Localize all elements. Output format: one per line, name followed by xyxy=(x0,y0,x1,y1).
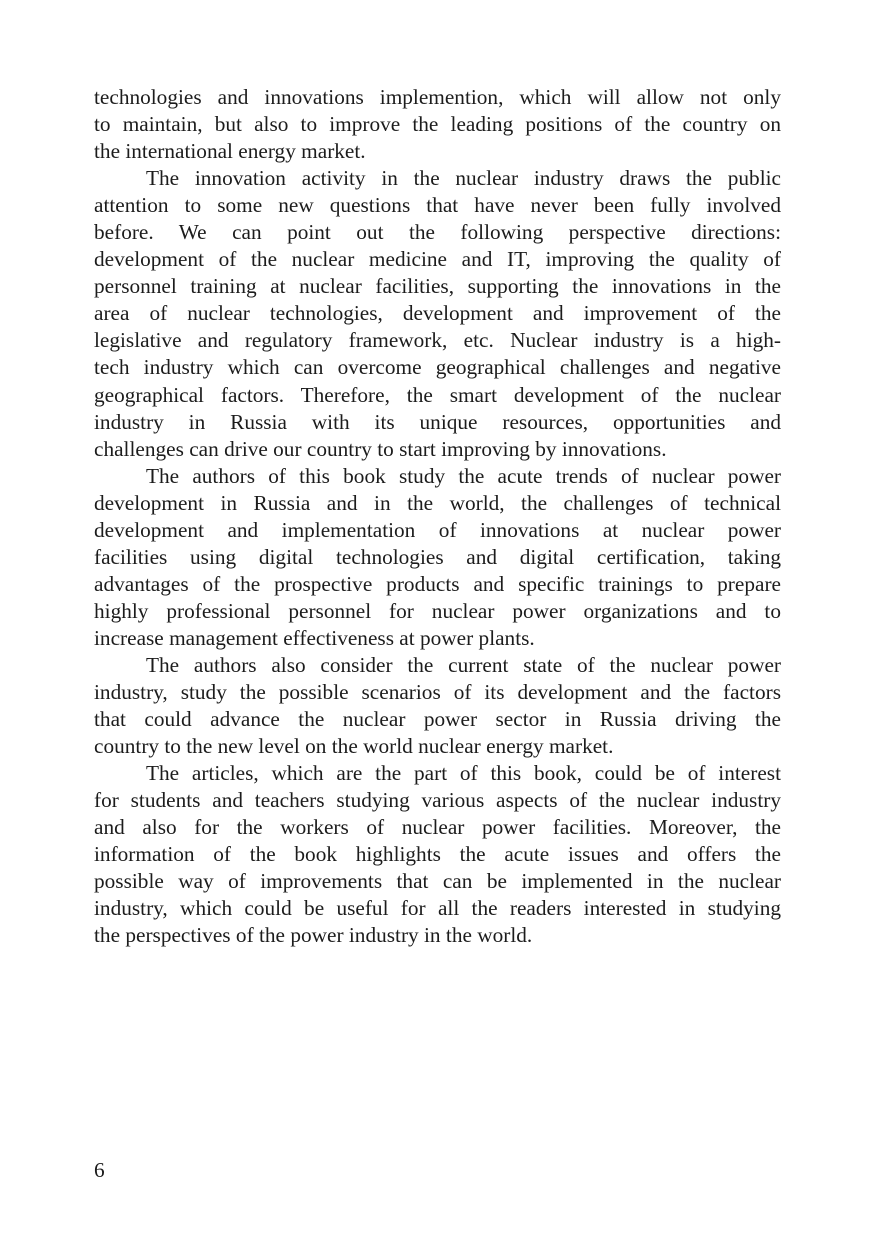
text-line: information of the book highlights the acute issues and offers the xyxy=(94,842,781,867)
text-line: advantages of the prospective products and specific trainings to prepare xyxy=(94,571,781,596)
text-line: The innovation activity in the nuclear industry draws the public xyxy=(146,166,781,191)
page-number: 6 xyxy=(94,1158,105,1182)
text-line: development in Russia and in the world, the challenges of technical xyxy=(94,490,781,515)
body-text xyxy=(94,84,781,950)
text-line: The authors also consider the current state of the nuclear power xyxy=(146,652,781,677)
text-line: tech industry which can overcome geographical challenges and negative xyxy=(94,355,781,380)
text-line: geographical factors. Therefore, the smart development of the nuclear xyxy=(94,382,781,407)
text-line: industry in Russia with its unique resources, opportunities and xyxy=(94,409,781,434)
text-line: attention to some new questions that have never been fully involved xyxy=(94,193,781,218)
text-line: country to the new level on the world nuclear energy market. xyxy=(94,734,614,759)
paragraph xyxy=(94,84,781,165)
text-line: industry, which could be useful for all the readers interested in studying xyxy=(94,896,781,921)
paragraph xyxy=(94,760,781,949)
text-line: the international energy market. xyxy=(94,139,366,164)
text-line: development of the nuclear medicine and IT, improving the quality of xyxy=(94,247,781,272)
text-line: possible way of improvements that can be implemented in the nuclear xyxy=(94,869,781,894)
paragraph xyxy=(94,652,781,760)
text-line: facilities using digital technologies and digital certification, taking xyxy=(94,544,781,569)
text-line: legislative and regulatory framework, etc. Nuclear industry is a high- xyxy=(94,328,781,353)
text-line: The authors of this book study the acute trends of nuclear power xyxy=(146,463,781,488)
text-line: The articles, which are the part of this book, could be of interest xyxy=(146,761,781,786)
text-line: and also for the workers of nuclear power facilities. Moreover, the xyxy=(94,815,781,840)
text-line: development and implementation of innovations at nuclear power xyxy=(94,517,781,542)
text-line: before. We can point out the following perspective directions: xyxy=(94,220,781,245)
text-line: area of nuclear technologies, development and improvement of the xyxy=(94,301,781,326)
paragraph xyxy=(94,463,781,652)
text-line: industry, study the possible scenarios of its development and the factors xyxy=(94,680,781,705)
paragraph xyxy=(94,165,781,463)
text-line: personnel training at nuclear facilities, supporting the innovations in the xyxy=(94,274,781,299)
text-line: for students and teachers studying various aspects of the nuclear industry xyxy=(94,788,781,813)
text-line: to maintain, but also to improve the leading positions of the country on xyxy=(94,112,781,137)
text-line: highly professional personnel for nuclear power organizations and to xyxy=(94,598,781,623)
text-line: increase management effectiveness at power plants. xyxy=(94,625,535,650)
text-line: challenges can drive our country to start improving by innovations. xyxy=(94,436,667,461)
text-line: the perspectives of the power industry in the world. xyxy=(94,923,533,948)
text-line: that could advance the nuclear power sector in Russia driving the xyxy=(94,707,781,732)
text-line: technologies and innovations implemention, which will allow not only xyxy=(94,85,781,109)
